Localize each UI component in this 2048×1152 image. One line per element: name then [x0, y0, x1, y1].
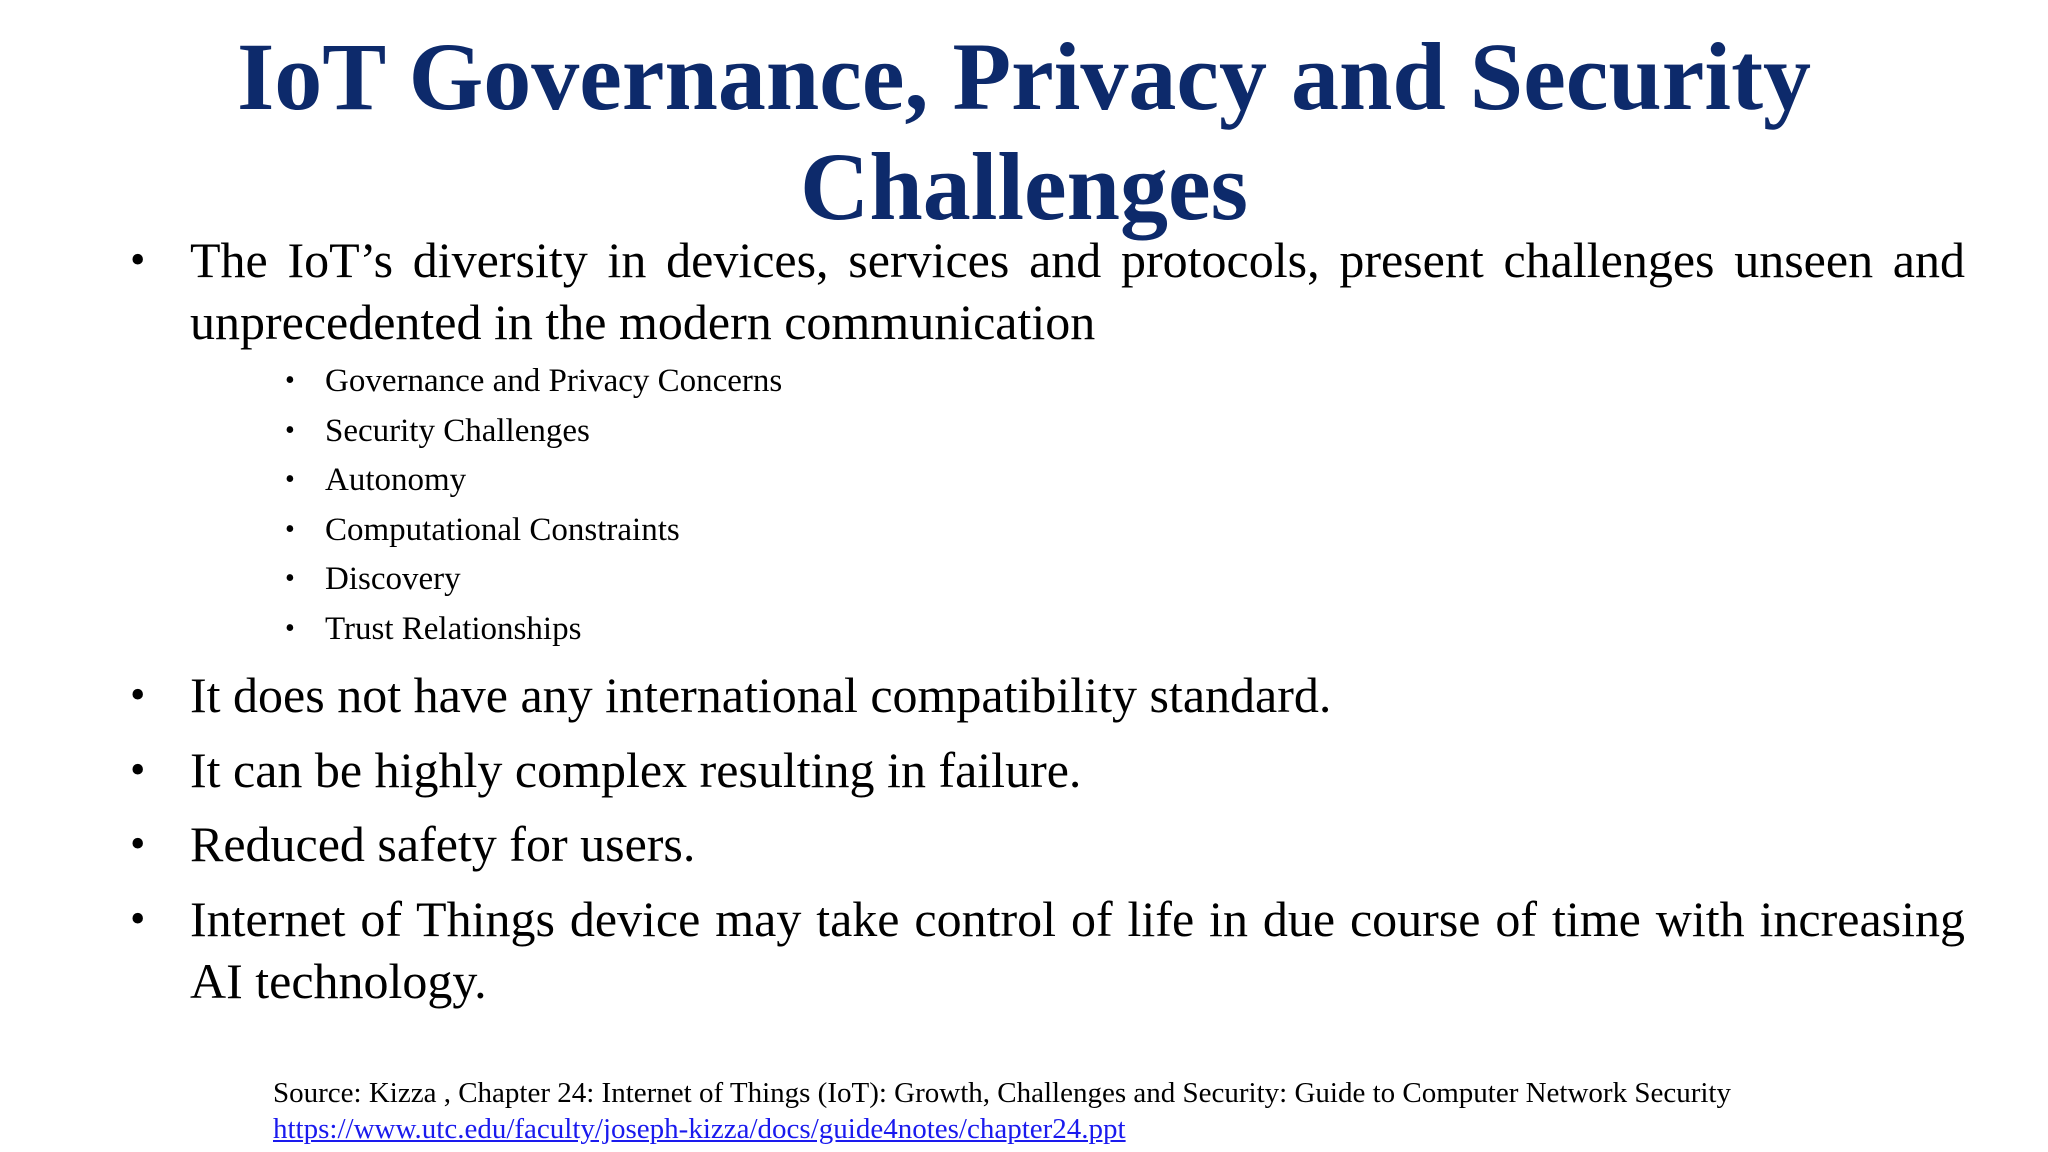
bullet-text: The IoT’s diversity in devices, services and protocols, present challenges unseen and unprecedented in the modern communication — [190, 232, 1965, 350]
bullet-text: Reduced safety for users. — [190, 816, 696, 872]
bullet-marker: • — [285, 613, 295, 644]
source-text: Source: Kizza , Chapter 24: Internet of Things (IoT): Growth, Challenges and Security: Guide to Computer Network Security — [273, 1077, 1731, 1109]
sub-bullet-text: Trust Relationships — [325, 611, 582, 647]
bullet-text: It can be highly complex resulting in failure. — [190, 742, 1082, 798]
bullet-item — [130, 664, 1965, 726]
bullet-text: Internet of Things device may take control of life in due course of time with increasing AI technology. — [190, 891, 1965, 1009]
bullet-marker: • — [130, 894, 146, 943]
bullet-marker: • — [285, 464, 295, 495]
bullet-marker: • — [285, 563, 295, 594]
bullet-item — [130, 888, 1965, 1012]
title-line-2: Challenges — [799, 133, 1249, 240]
sub-bullet-text: Autonomy — [325, 462, 467, 498]
bullet-marker: • — [285, 365, 295, 396]
bullet-text: It does not have any international compatibility standard. — [190, 667, 1332, 723]
bullet-marker: • — [130, 235, 146, 284]
source-link[interactable]: https://www.utc.edu/faculty/joseph-kizza/docs/guide4notes/chapter24.ppt — [273, 1113, 1126, 1145]
bullet-marker: • — [130, 670, 146, 719]
source-citation — [273, 1075, 1731, 1147]
sub-bullet-text: Computational Constraints — [325, 512, 680, 548]
sub-bullet-text: Governance and Privacy Concerns — [325, 363, 783, 399]
sub-bullet-item — [285, 559, 461, 599]
bullet-marker: • — [285, 415, 295, 446]
title-line-1: IoT Governance, Privacy and Security — [236, 23, 1812, 130]
sub-bullet-item — [285, 609, 582, 649]
bullet-item — [130, 739, 1965, 801]
sub-bullet-item — [285, 411, 590, 451]
bullet-marker: • — [130, 745, 146, 794]
bullet-marker: • — [130, 819, 146, 868]
sub-bullet-text: Security Challenges — [325, 413, 590, 449]
sub-bullet-item — [285, 460, 467, 500]
bullet-item — [130, 229, 1965, 353]
sub-bullet-text: Discovery — [325, 561, 461, 597]
bullet-marker: • — [285, 514, 295, 545]
sub-bullet-item — [285, 510, 680, 550]
bullet-item — [130, 813, 1965, 875]
sub-bullet-item — [285, 361, 783, 401]
